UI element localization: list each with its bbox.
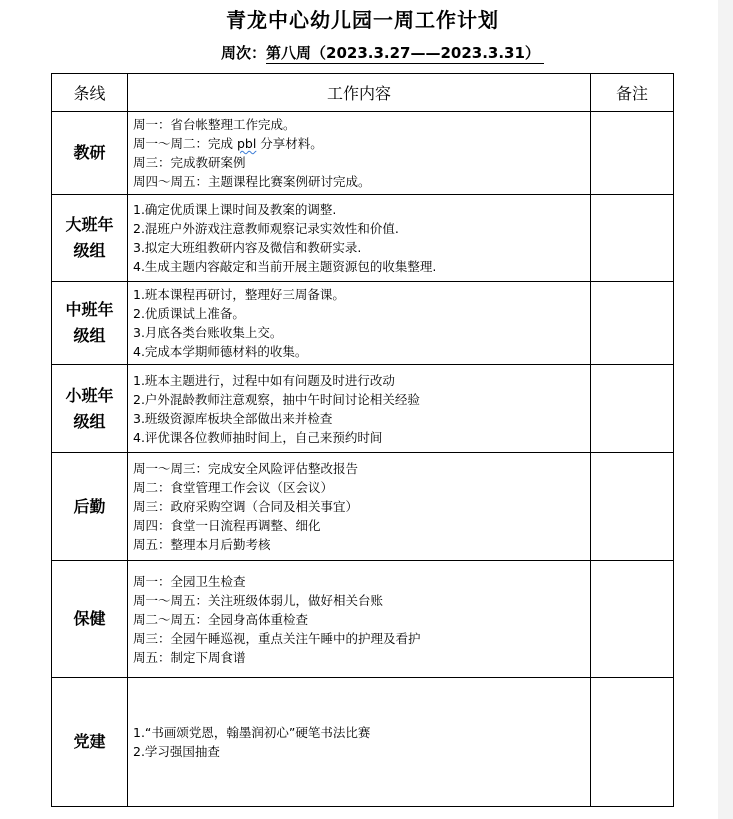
row-category bbox=[52, 195, 128, 282]
table-row bbox=[52, 453, 674, 561]
content-line: 周三：政府采购空调（合同及相关事宜） bbox=[133, 499, 359, 514]
content-line: 1.班本课程再研讨，整理好三周备课。 bbox=[133, 287, 345, 302]
week-line bbox=[221, 42, 544, 63]
row-content bbox=[128, 365, 591, 453]
content-line: 4.完成本学期师德材料的收集。 bbox=[133, 344, 308, 359]
week-value: 第八周（2023.3.27——2023.3.31） bbox=[266, 44, 544, 64]
row-category bbox=[52, 365, 128, 453]
week-label: 周次： bbox=[221, 44, 267, 62]
row-content bbox=[128, 195, 591, 282]
row-note bbox=[591, 678, 674, 807]
content-line: 2.学习强国抽查 bbox=[133, 744, 220, 759]
row-content bbox=[128, 112, 591, 195]
content-line: 周三：完成教研案例 bbox=[133, 155, 246, 170]
row-note bbox=[591, 365, 674, 453]
document-title: 青龙中心幼儿园一周工作计划 bbox=[226, 8, 499, 32]
content-line: 周一～周二：完成 pbl 分享材料。 bbox=[133, 136, 323, 151]
content-line: 3.拟定大班组教研内容及微信和教研实录. bbox=[133, 240, 362, 255]
plan-table bbox=[51, 73, 674, 807]
content-line: 周一：全园卫生检查 bbox=[133, 573, 246, 589]
page-gutter bbox=[718, 0, 733, 819]
row-category-text: 小班年级组 bbox=[65, 385, 114, 431]
content-line: 周五：整理本月后勤考核 bbox=[133, 537, 271, 552]
row-note bbox=[591, 453, 674, 561]
table-row bbox=[52, 678, 674, 807]
table-row bbox=[52, 195, 674, 282]
header-category: 条线 bbox=[52, 74, 128, 112]
content-line: 周四～周五：主题课程比赛案例研讨完成。 bbox=[133, 174, 371, 189]
content-line: 1.班本主题进行，过程中如有问题及时进行改动 bbox=[133, 372, 395, 388]
content-line: 周一～周五：关注班级体弱儿，做好相关台账 bbox=[133, 592, 384, 608]
content-line: 周一～周三：完成安全风险评估整改报告 bbox=[133, 461, 359, 476]
row-category-text: 中班年级组 bbox=[65, 300, 114, 345]
table-header-row bbox=[52, 74, 674, 112]
row-content bbox=[128, 282, 591, 365]
row-content bbox=[128, 561, 591, 678]
content-line: 2.户外混龄教师注意观察，抽中午时间讨论相关经验 bbox=[133, 391, 420, 407]
content-line: 周五：制定下周食谱 bbox=[133, 649, 246, 665]
content-line: 周二～周五：全园身高体重检查 bbox=[133, 611, 309, 627]
content-line: 周三：全园午睡巡视，重点关注午睡中的护理及看护 bbox=[133, 630, 421, 646]
row-category: 后勤 bbox=[52, 453, 128, 561]
row-category-text: 大班年级组 bbox=[65, 215, 114, 260]
table-row bbox=[52, 561, 674, 678]
row-content bbox=[128, 453, 591, 561]
spellcheck-word: pbl bbox=[236, 136, 257, 151]
row-category: 保健 bbox=[52, 561, 128, 678]
row-note bbox=[591, 195, 674, 282]
content-line: 4.评优课各位教师抽时间上，自己来预约时间 bbox=[133, 429, 383, 445]
content-line: 1.“书画颂党恩，翰墨润初心”硬笔书法比赛 bbox=[133, 725, 371, 740]
content-line: 周四：食堂一日流程再调整、细化 bbox=[133, 518, 321, 533]
header-notes: 备注 bbox=[591, 74, 674, 112]
content-line: 周一：省台帐整理工作完成。 bbox=[133, 117, 296, 132]
header-content: 工作内容 bbox=[128, 74, 591, 112]
row-note bbox=[591, 561, 674, 678]
row-category: 教研 bbox=[52, 112, 128, 195]
content-line: 4.生成主题内容敲定和当前开展主题资源包的收集整理. bbox=[133, 259, 437, 274]
content-line: 2.混班户外游戏注意教师观察记录实效性和价值. bbox=[133, 221, 399, 236]
row-category bbox=[52, 282, 128, 365]
table-row bbox=[52, 365, 674, 453]
table-row bbox=[52, 282, 674, 365]
table-row bbox=[52, 112, 674, 195]
content-line: 1.确定优质课上课时间及教案的调整. bbox=[133, 202, 337, 217]
content-line: 周二：食堂管理工作会议（区会议） bbox=[133, 480, 334, 495]
row-note bbox=[591, 112, 674, 195]
content-line: 2.优质课试上准备。 bbox=[133, 306, 245, 321]
content-line: 3.月底各类台账收集上交。 bbox=[133, 325, 283, 340]
row-content bbox=[128, 678, 591, 807]
content-line: 3.班级资源库板块全部做出来并检查 bbox=[133, 410, 333, 426]
row-note bbox=[591, 282, 674, 365]
row-category: 党建 bbox=[52, 678, 128, 807]
